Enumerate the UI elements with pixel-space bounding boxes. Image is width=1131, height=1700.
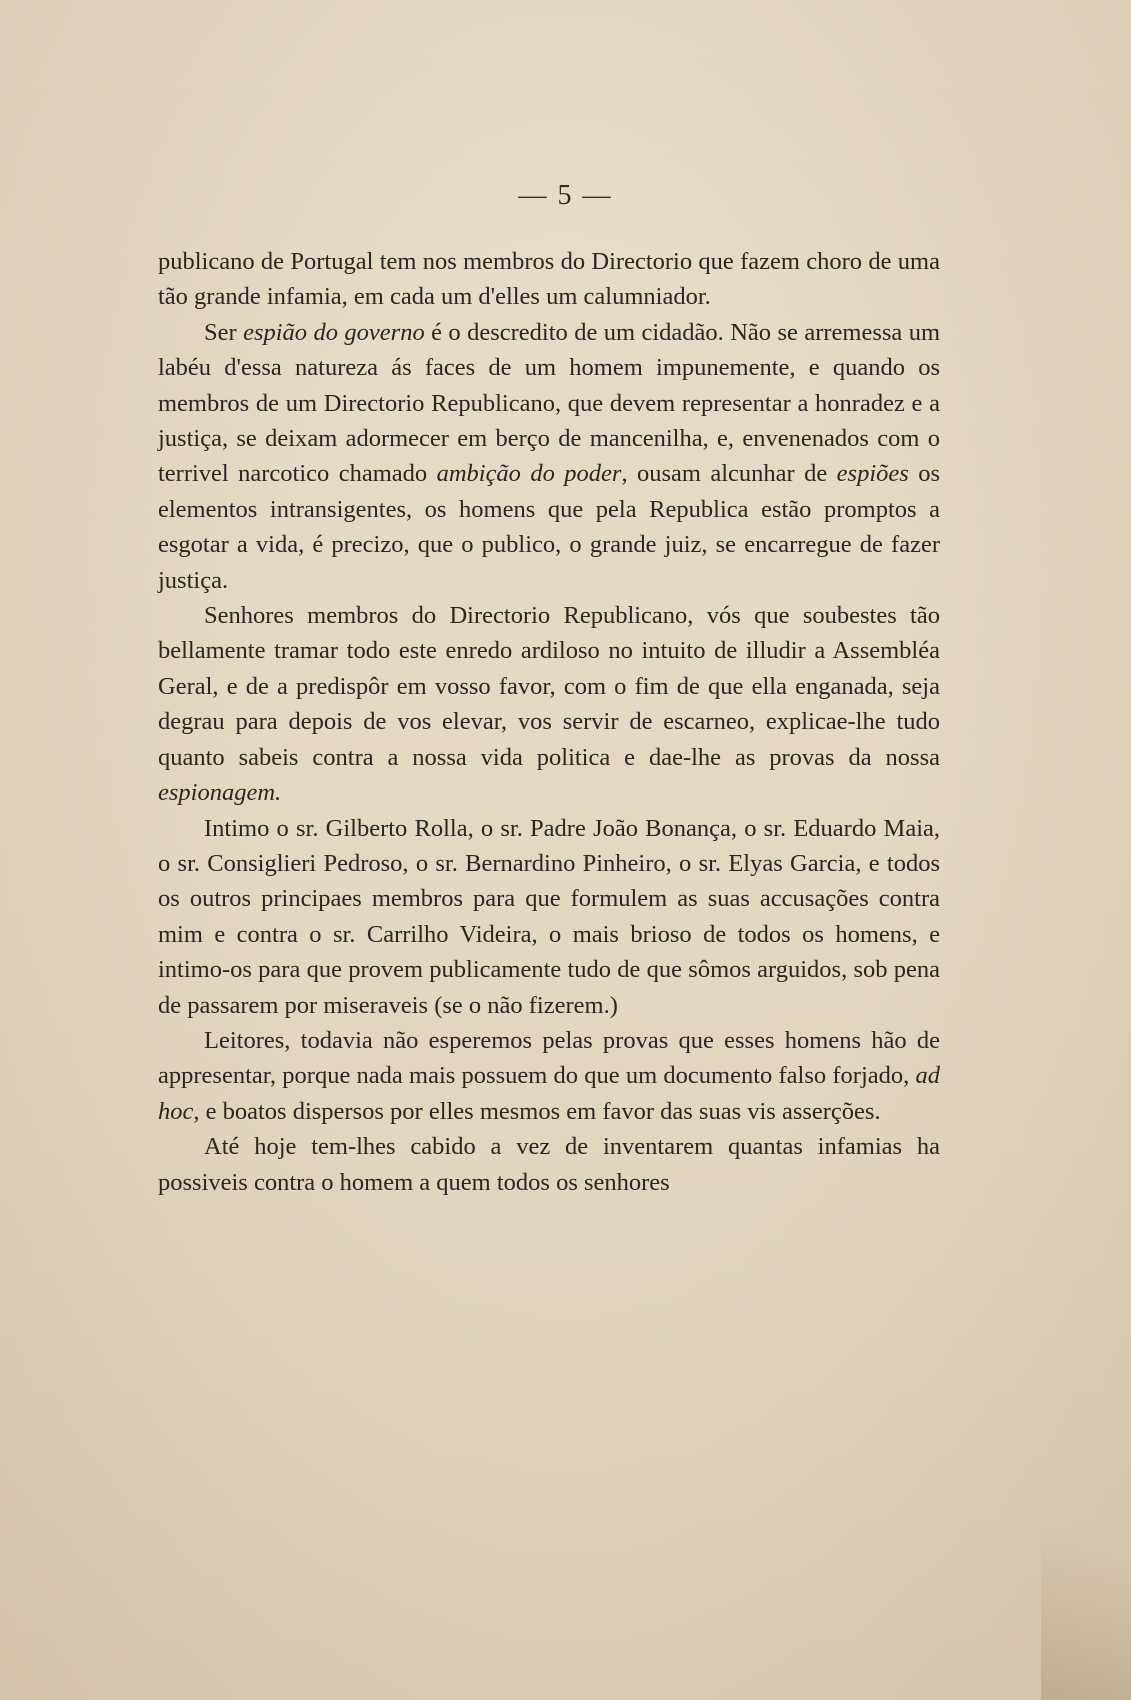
text-run: os elementos intransigentes, os homens que pela Republica estão promptos a esgotar a vida, é precizo, que o publico, o grande juiz, se encarregue de fazer justiça. (158, 460, 940, 594)
text-run: Senhores membros do Directorio Republicano, vós que soubestes tão bellamente tramar todo este enredo ardiloso no intuito de illudir a Assembléa Geral, e de a predispôr em vosso favor, com o fim de que ella enganada, seja degrau para depois de vos elevar, vos servir de escarneo, explicae-lhe tudo quanto sabeis contra a nossa vida politica e dae-lhe as provas da nossa (158, 602, 940, 771)
page-number: — 5 — (518, 180, 613, 211)
paragraph-continuation (158, 244, 940, 315)
paragraph (158, 598, 940, 810)
italic-text: ad hoc (158, 1062, 940, 1125)
text-run: , e boatos dispersos por elles mesmos em favor das suas vis asserções. (193, 1097, 881, 1125)
paragraph (158, 315, 940, 598)
italic-text: ambição do poder (436, 460, 622, 488)
paragraph (158, 1129, 940, 1200)
italic-text: espiões (836, 460, 909, 488)
text-run: Intimo o sr. Gilberto Rolla, o sr. Padre João Bonança, o sr. Eduardo Maia, o sr. Consiglieri Pedroso, o sr. Bernardino Pinheiro, o sr. Elyas Garcia, e todos os outros principaes membros para que formulem as suas accusações contra mim e contra o sr. Carrilho Videira, o mais brioso de todos os homens, e intimo-os para que provem publicamente tudo de que sômos arguidos, sob pena de passarem por miseraveis (se o não fizerem.) (158, 814, 940, 1019)
paragraph (158, 1023, 940, 1129)
text-run: Até hoje tem-lhes cabido a vez de inventarem quantas infamias ha possiveis contra o homem a quem todos os senhores (158, 1133, 940, 1196)
text-run: é o descredito de um cidadão. Não se arremessa um labéu d'essa natureza ás faces de um homem impunemente, e quando os membros de um Directorio Republicano, que devem representar a honradez e a justiça, se deixam adormecer em berço de mancenilha, e, envenenados com o terrivel narcotico chamado (158, 318, 940, 488)
text-run: Ser (204, 318, 244, 346)
page-corner-wear (1041, 1440, 1131, 1700)
body-text (158, 244, 940, 1200)
italic-text: espião do governo (243, 318, 425, 346)
text-run: , ousam alcunhar de (621, 460, 837, 488)
text-run: publicano de Portugal tem nos membros do Directorio que fazem choro de uma tão grande infamia, em cada um d'elles um calumniador. (158, 248, 940, 311)
paragraph (158, 811, 940, 1023)
italic-text: espionagem. (158, 779, 282, 807)
text-run: Leitores, todavia não esperemos pelas provas que esses homens hão de appresentar, porque nada mais possuem do que um documento falso forjado, (158, 1026, 940, 1090)
